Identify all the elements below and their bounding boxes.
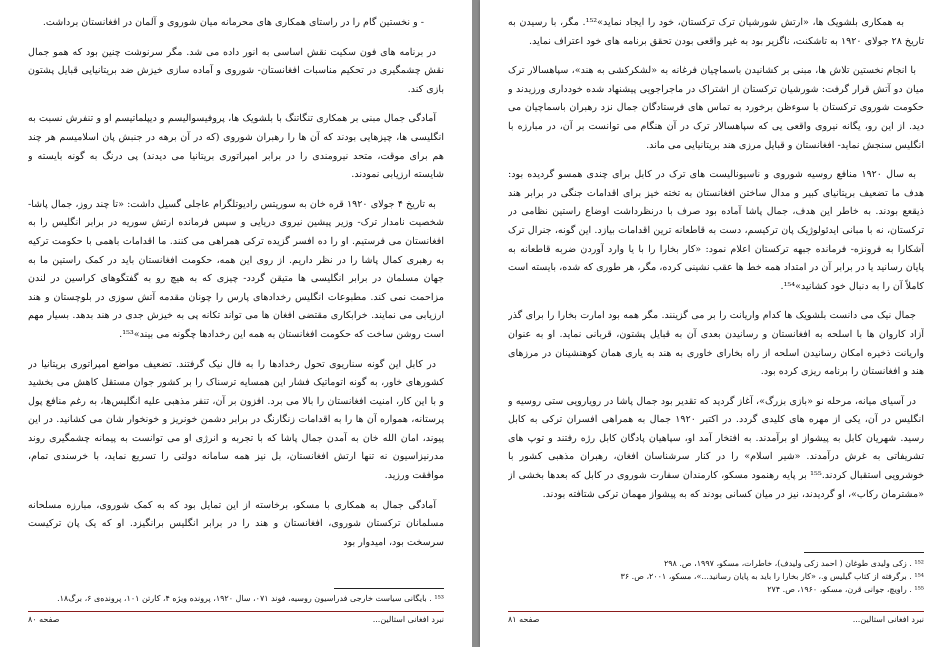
paragraph: با انجام نخستین تلاش ها، مبنی بر کشانیدن باسماچیان فرغانه به «لشکرکشی به هند»، سپاهسالار ترک میان دو آتش قرار گرفت: شورشیان ترکستان از اشتراک در ماجراجویی پیشنهاد شده خودداری ورزیدند و حکومت شوروی ترکستان با سوءظن برخورد به تماس های فرستادگان جمال نزد رهبران باسماچیان می دید. از این رو، یگانه نیروی واقعی یی که سپاهسالار ترک در آن هنگام می توانست بر آن، در مبارزه با انگلیس سنجش نماید- افغانستان و قبایل مرزی هند بریتانیایی می ماند. [508, 65, 924, 151]
footnote: ¹⁵² . زکی ولیدی طوغان ( احمد زکی ولیدف)، خاطرات، مسکو، ۱۹۹۷، ص. ۲۹۸ [663, 559, 924, 568]
page-80 [0, 0, 472, 647]
page-footer [508, 615, 924, 624]
page-footer [28, 615, 444, 624]
footnote-separator [334, 588, 444, 589]
footnote: ¹⁵⁵ . راویچ، جوانی قرن، مسکو، ۱۹۶۰، ص. ۲۷۴ [767, 585, 924, 594]
footnote-separator [804, 552, 924, 553]
footer-book-title: نبرد افغانی استالین... [852, 615, 924, 624]
paragraph: جمال نیک می دانست بلشویک ها کدام واریانت را بر می گزینند. مگر همه بود امارت بخارا را برای گذر آزاد کاروان ها با اسلحه به افغانستان و رسانیدن بعدی آن به قبایل پشتون، قربانی نماید. او به عنوان واریانت ذخیره امکان رسانیدن اسلحه از راه بخارای خاوری به هند به یاری همان کوهنشینان در مرزهای هند و افغانستان را برنامه ریزی کرده بود. [508, 310, 924, 378]
page-number: صفحه ۸۰ [28, 615, 60, 624]
footer-book-title: نبرد افغانی استالین... [372, 615, 444, 624]
page-number: صفحه ۸۱ [508, 615, 540, 624]
footnotes [28, 592, 444, 605]
paragraph: در کابل این گونه سناریوی تحول رخدادها را به فال نیک گرفتند. تضعیف مواضع امپراتوری بریتانیا در کشورهای خاور، به گونه اتوماتیک فشار این همسایه ترسناک را بر کشور جوان مستقل کاهش می بخشید و با این کار، امنیت افغانستان را بالا می برد. افزون بر آن، تنفر مذهبی علیه انگلیس‌ها، به رغم منافع پول پرستانه، همواره آن ها را به اقدامات زنگارنگ در برابر دشمن خونریز و خونخوار شان می کشانید. در این پیوند، امان الله خان به آمدن جمال پاشا که با تجربه و انرژی او می توانست به پیمانه چشمگیری روند مدرنیزاسیون نه تنها ارتش افغانستان، بل نیز همه سامانه دولتی را تسریع نماید، با خرسندی تمام، موافقت ورزید. [28, 358, 444, 482]
page-80-body [28, 14, 444, 591]
footnote: ¹⁵⁴ . برگرفته از کتاب گیلیس و.، «کار بخارا را باید به پایان رسانید...»، مسکو، ۲۰۰۱، ص. ۳۶ [620, 572, 924, 581]
footer-rule [508, 611, 924, 612]
paragraph: به سال ۱۹۲۰ منافع روسیه شوروی و ناسیونالیست های ترک در کابل برای چندی همسو گردیده بود: هدف ما تضعیف بریتانیای کبیر و مدال ساختن افغانستان به تخته خیز برای اقدامات جنگی در برابر هند ذیقعع بودند. به خاطر این هدف، جمال پاشا آماده بود صرف با درنظرداشت اوضاع راستین نظامی در ترکستان، نه با مبانی ایدئولوژیک پان ترکیسم، دست به قاطعانه ترین اقدامات بیازد. این گونه، جنرال ترک آشکارا به فرونزه- فرمانده جبهه ترکستان اعلام نمود: «کار بخارا را با یا وارد آوردن ضربه قاطعانه به پایان رسانید یا در برابر آن در امتداد همه خط ها عقب نشینی کرده، مگر، هر طوری که شده، بایسته است کاملاً آن را به دنبال خود کشانید»¹⁵⁴. [508, 169, 924, 292]
paragraph: آمادگی جمال مبنی بر همکاری تنگاتنگ با بلشویک ها، پروفیسوالیسم و دیپلماتیسم او و تنفرش نسبت به انگلیسی ها، چیزهایی بودند که آن ها را رهبران شوروی (که در آن برهه در جنبش پان اسلامیسم هر چند هم برای موقت، متحد نیرومندی را در برابر امپراتوری بریتانیا می دیدند) پی درنگ به گونه بایسته و شایسته ارزیابی نمودند. [28, 113, 444, 181]
paragraph: آمادگی جمال به همکاری با مسکو، برخاسته از این تمایل بود که به کمک شوروی، مبارزه مسلحانه مسلمانان ترکستان شوروی، افغانستان و هند را در برابر انگلیس برانگیزد. او که یک پان ترکیست سرسخت بود، امیدوار بود [28, 499, 444, 548]
footnote: ¹⁵³ . بایگانی سیاست خارجی فدراسیون روسیه، فوند ۰۷۱، سال ۱۹۲۰، پرونده ویژه ۴، کارتن ۱۰۱، پرونده‌ی ۶، برگ۱۸. [57, 594, 444, 603]
paragraph: به تاریخ ۴ جولای ۱۹۲۰ قره خان به سوریتس رادیوتلگرام عاجلی گسیل داشت: «تا چند روز، جمال پاشا- شخصیت نامدار ترک- وزیر پیشین نیروی دریایی و سپس فرمانده ارتش سوریه در برابر انگلیس را به افغانستان می فرستیم. او را ده افسر گزیده ترکی همراهی می کنند. ما اقدامات باهمی با حکومت ترکیه به رهبری کمال پاشا را در نظر داریم. از روی این همه، حکومت افغانستان باید در کمک راستین ما به جهان مسلمان در برابر انگلیسی ها متیقن گردد- چیزی که به هیچ رو به گفتگوهای کراسین در لندن مزاحمت نمی کند. مطبوعات انگلیس رخدادهای پارس را چونان مقدمه آتش سوزی در بلوچستان و هند ارزیابی می نمایند. خرابکاری مقتضی افغان ها می تواند تکانه پی به خیزش جدی در هند بدهد. بسیار مهم است روشن ساخت که حکومت افغانستان به همه این رخدادها چگونه می بیند»¹⁵³. [28, 198, 444, 340]
paragraph: - و نخستین گام را در راستای همکاری های محرمانه میان شوروی و آلمان در افغانستان برداشت. [42, 17, 424, 28]
paragraph: در برنامه های فون سکیت نقش اساسی به انور داده می شد. مگر سرنوشت چنین بود که همو جمال نقش چشمگیری در تحکیم مناسبات افغانستان- شوروی و آماده سازی خیزش ضد بریتانیایی قبایل پشتون بازی کند. [28, 46, 444, 95]
page-gutter [472, 0, 480, 647]
page-81-body [508, 14, 924, 547]
page-81 [480, 0, 952, 647]
footnotes [508, 557, 924, 596]
footer-rule [28, 611, 444, 612]
paragraph: به همکاری بلشویک ها، «ارتش شورشیان ترک ترکستان، خود را ایجاد نماید»¹⁵². مگر، با رسیدن به تاریخ ۲۸ جولای ۱۹۲۰ به تاشکنت، ناگزیر بود به غیر واقعی بودن تحقق برنامه های خود اعتراف نماید. [508, 17, 924, 47]
paragraph: در آسیای میانه، مرحله نو «بازی بزرگ»، آغاز گردید که تقدیر بود جمال پاشا در رویارویی ستی روسیه و انگلیس در آن، یکی از مهره های کلیدی گردد. در اکتبر ۱۹۲۰ جمال به همراهی افسران ترکی به کابل رسید. شهریان کابل به پیشواز او برآمدند. به افتخار آمد او، سپاهیان پادگان کابل رژه رفتند و توپ های تشریفاتی به غرش درآمدند. «شیر اسلام» را در کنار سرشناسان افغان، رهبران مذهبی کشور با خوشرویی استقبال کردند.¹⁵⁵ بر پایه رهنمود مسکو، کارمندان سفارت شوروی در کابل که بعدها بخشی از «مشترمان رکاب»، او گردیدند، نیز در میان کسانی بودند که به پیشواز مهمان ترکی شتافته بودند. [508, 395, 924, 500]
